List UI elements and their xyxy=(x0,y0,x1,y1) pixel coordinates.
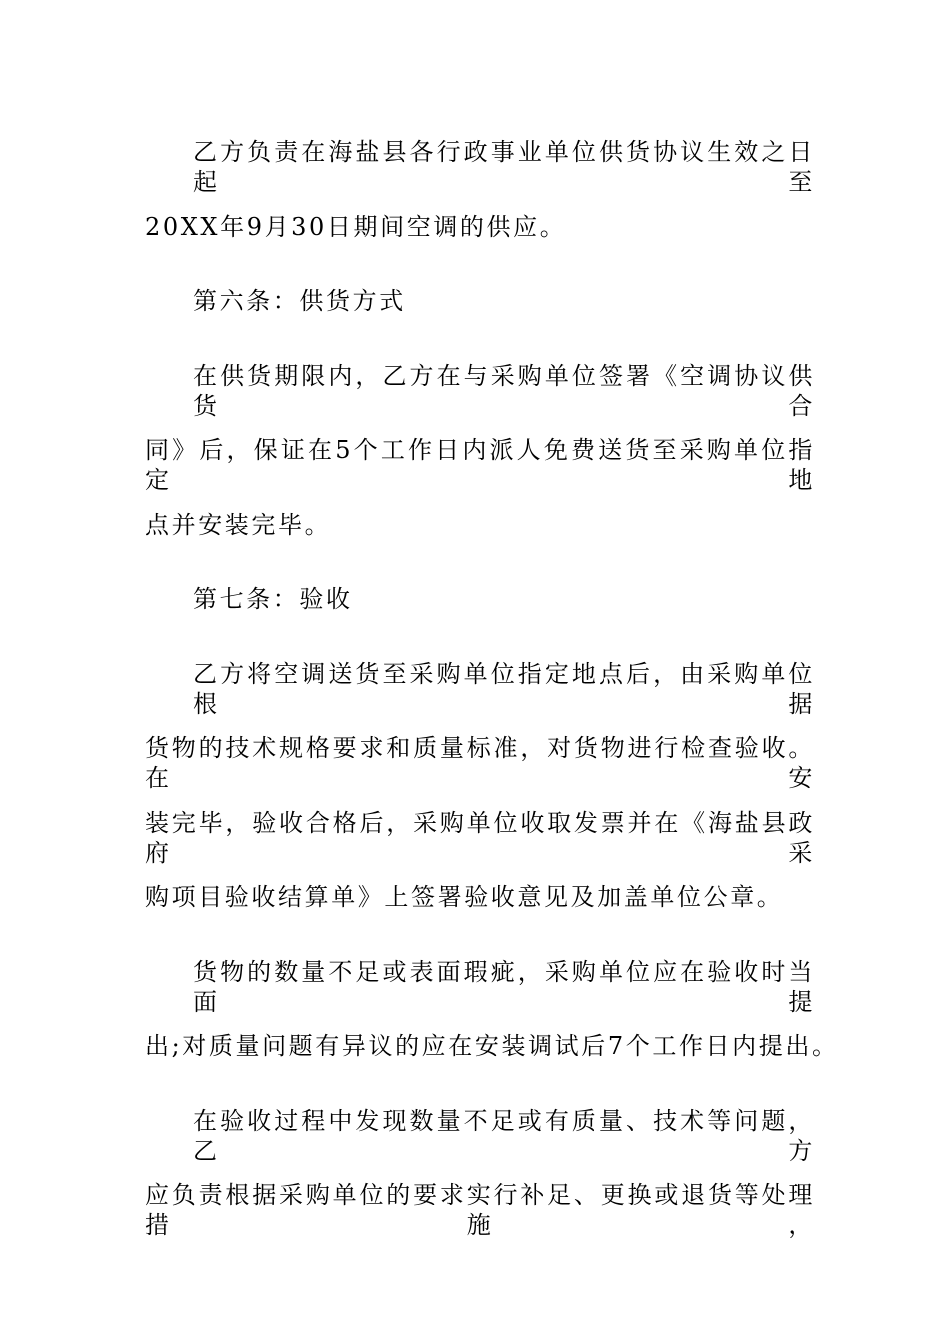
section-heading: 第六条：供货方式 xyxy=(193,287,406,315)
paragraph-line: 点并安装完毕。 xyxy=(145,511,332,539)
paragraph-line: 在验收过程中发现数量不足或有质量、技术等问题，乙方 xyxy=(193,1107,815,1165)
paragraph-line: 乙方将空调送货至采购单位指定地点后，由采购单位根据 xyxy=(193,660,815,718)
paragraph-line: 20XX年9月30日期间空调的供应。 xyxy=(145,213,567,241)
paragraph-line: 应负责根据采购单位的要求实行补足、更换或退货等处理措施， xyxy=(145,1181,815,1239)
paragraph-line: 出;对质量问题有异议的应在安装调试后7个工作日内提出。 xyxy=(145,1032,839,1060)
paragraph-line: 货物的数量不足或表面瑕疵，采购单位应在验收时当面提 xyxy=(193,958,815,1016)
paragraph-line: 在供货期限内，乙方在与采购单位签署《空调协议供货合 xyxy=(193,362,815,420)
paragraph-line: 货物的技术规格要求和质量标准，对货物进行检查验收。在安 xyxy=(145,734,815,792)
paragraph-line: 购项目验收结算单》上签署验收意见及加盖单位公章。 xyxy=(145,883,784,911)
paragraph-line: 同》后，保证在5个工作日内派人免费送货至采购单位指定地 xyxy=(145,436,815,494)
paragraph-line: 装完毕，验收合格后，采购单位收取发票并在《海盐县政府采 xyxy=(145,809,815,867)
paragraph-line: 乙方负责在海盐县各行政事业单位供货协议生效之日起至 xyxy=(193,138,815,196)
section-heading: 第七条：验收 xyxy=(193,585,353,613)
